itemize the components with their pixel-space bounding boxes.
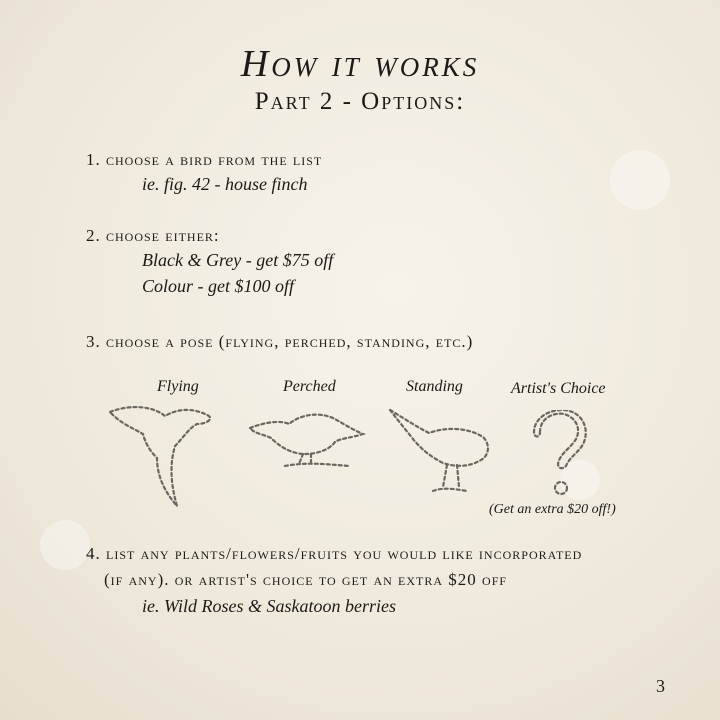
perched-bird-icon	[245, 408, 370, 478]
page-title: How it works	[240, 43, 480, 85]
question-mark-icon	[530, 410, 590, 500]
step-text: list any plants/flowers/fruits you would like incorporated	[106, 544, 583, 563]
step-text: choose a bird from the list	[106, 150, 323, 169]
step-text: choose a pose (flying, perched, standing, etc.)	[106, 332, 474, 351]
step-number: 3.	[86, 332, 101, 351]
option-colour: Colour - get $100 off	[142, 276, 294, 296]
artists-choice-note: (Get an extra $20 off!)	[489, 502, 616, 517]
standing-bird-icon	[385, 405, 505, 500]
step-3	[86, 332, 473, 352]
pose-label-perched: Perched	[283, 378, 336, 395]
step-1	[86, 150, 322, 170]
pose-label-flying: Flying	[157, 378, 199, 395]
step-number: 2.	[86, 226, 101, 245]
pose-label-artists-choice: Artist's Choice	[511, 380, 606, 397]
step-4-line-2: (if any). or artist's choice to get an extra $20 off	[104, 570, 508, 589]
step-2	[86, 226, 220, 246]
decorative-spot	[610, 150, 670, 210]
step-1-example: ie. fig. 42 - house finch	[142, 174, 308, 194]
flying-bird-icon	[105, 398, 225, 513]
step-number: 1.	[86, 150, 101, 169]
step-text: choose either:	[106, 226, 220, 245]
page-subtitle: Part 2 - Options:	[254, 88, 466, 115]
step-4-example: ie. Wild Roses & Saskatoon berries	[142, 596, 396, 616]
step-number: 4.	[86, 544, 101, 563]
step-4	[86, 544, 582, 564]
pose-label-standing: Standing	[406, 378, 463, 395]
page-number: 3	[656, 676, 665, 696]
option-black-grey: Black & Grey - get $75 off	[142, 250, 334, 270]
decorative-spot	[40, 520, 90, 570]
